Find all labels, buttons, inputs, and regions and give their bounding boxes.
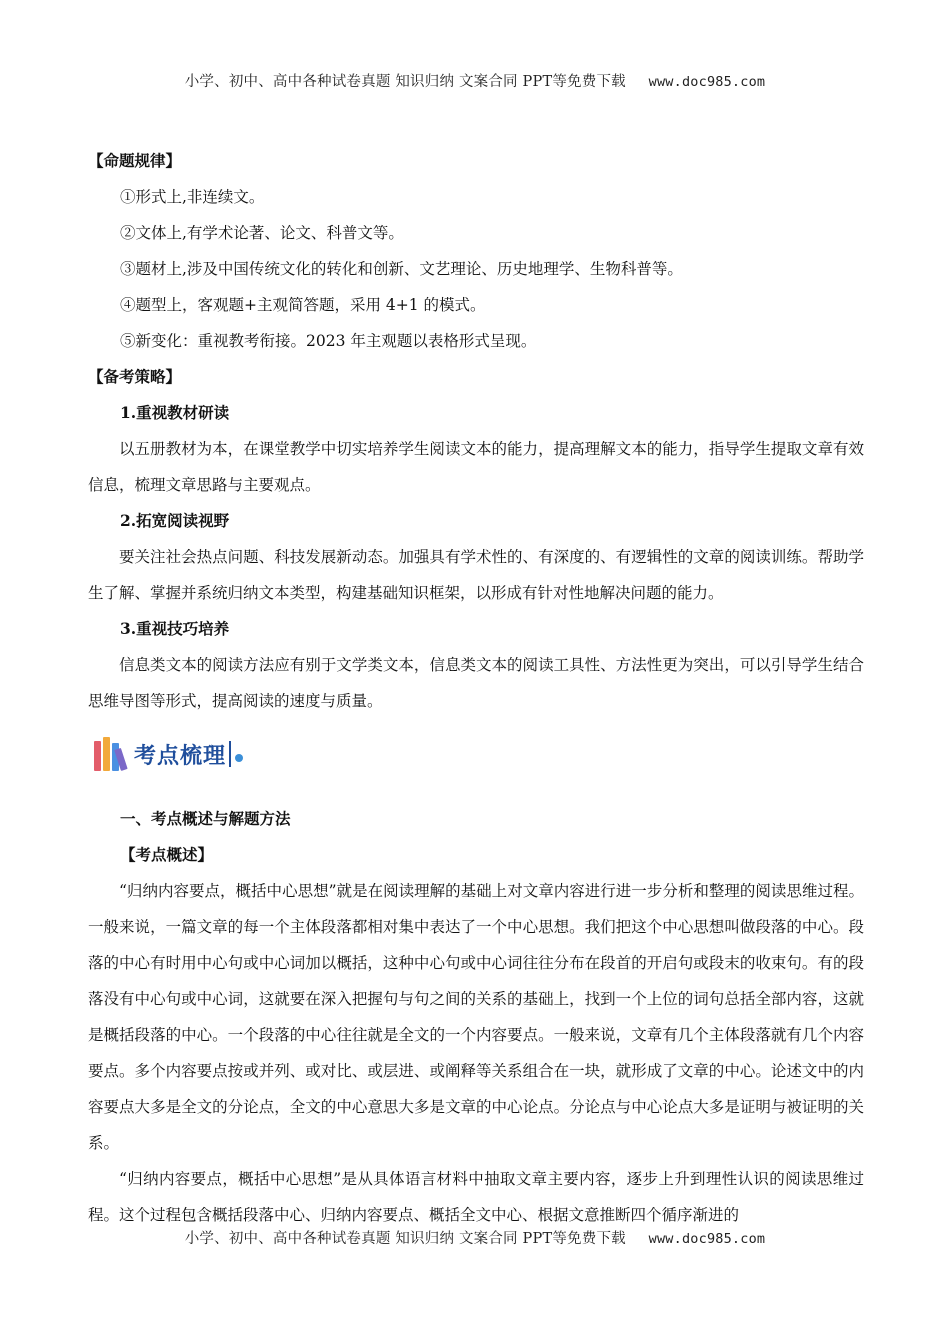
strategy-heading: 【备考策略】: [88, 367, 182, 386]
book-spine: [103, 737, 110, 771]
strategy-2-text: 要关注社会热点问题、科技发展新动态。加强具有学术性的、有深度的、有逻辑性的文章的阅读训练。帮助学生了解、掌握并系统归纳文本类型，构建基础知识框架，以形成有针对性地解决问题的能力。: [88, 548, 864, 602]
banner-title: 考点梳理: [134, 743, 227, 769]
page-footer: [0, 1227, 950, 1248]
header-site-link[interactable]: www.doc985.com: [648, 74, 766, 90]
title-bar-decoration: [229, 741, 231, 767]
overview-paragraph-2: “归纳内容要点，概括中心思想”是从具体语言材料中抽取文章主要内容，逐步上升到理性认识的阅读思维过程。这个过程包含概括段落中心、归纳内容要点、概括全文中心、根据文意推断四个循序渐进的: [88, 1170, 864, 1224]
strategy-3-title: 3.重视技巧培养: [120, 619, 230, 638]
strategy-1-text: 以五册教材为本，在课堂教学中切实培养学生阅读文本的能力，提高理解文本的能力，指导学生提取文章有效信息，梳理文章思路与主要观点。: [88, 440, 864, 494]
document-body: [88, 143, 864, 1233]
footer-text: 小学、初中、高中各种试卷真题 知识归纳 文案合同 PPT等免费下载: [184, 1231, 626, 1247]
book-spine: [94, 741, 101, 771]
strategy-1-title: 1.重视教材研读: [120, 403, 230, 422]
rules-item-5: ⑤新变化：重视教考衔接。2023 年主观题以表格形式呈现。: [120, 332, 537, 350]
section-title: 一、考点概述与解题方法: [120, 809, 291, 828]
header-text: 小学、初中、高中各种试卷真题 知识归纳 文案合同 PPT等免费下载: [184, 74, 626, 90]
strategy-2-title: 2.拓宽阅读视野: [120, 511, 230, 530]
footer-site-link[interactable]: www.doc985.com: [648, 1231, 766, 1247]
overview-paragraph-1: “归纳内容要点，概括中心思想”就是在阅读理解的基础上对文章内容进行进一步分析和整理的阅读思维过程。一般来说，一篇文章的每一个主体段落都相对集中表达了一个中心思想。我们把这个中心思想叫做段落的中心。段落的中心有时用中心句或中心词加以概括，这种中心句或中心词往往分布在段首的开启句或段末的收束句。有的段落没有中心句或中心词，这就要在深入把握句与句之间的关系的基础上，找到一个上位的词句总括全部内容，这就是概括段落的中心。一个段落的中心往往就是全文的一个内容要点。一般来说，文章有几个主体段落就有几个内容要点。多个内容要点按或并列、或对比、或层进、或阐释等关系组合在一块，就形成了文章的中心。论述文中的内容要点大多是全文的分论点，全文的中心意思大多是文章的中心论点。分论点与中心论点大多是证明与被证明的关系。: [88, 882, 864, 1152]
overview-heading: 【考点概述】: [120, 845, 214, 864]
rules-item-1: ①形式上,非连续文。: [120, 188, 265, 206]
books-icon: [94, 737, 130, 771]
page-header: [0, 70, 950, 91]
section-banner: [94, 731, 864, 777]
rules-item-4: ④题型上，客观题+主观简答题，采用 4+1 的模式。: [120, 296, 486, 314]
strategy-3-text: 信息类文本的阅读方法应有别于文学类文本，信息类文本的阅读工具性、方法性更为突出，可以引导学生结合思维导图等形式，提高阅读的速度与质量。: [88, 656, 864, 710]
rules-heading: 【命题规律】: [88, 151, 182, 170]
dot-decoration: [235, 754, 243, 762]
rules-item-2: ②文体上,有学术论著、论文、科普文等。: [120, 224, 404, 242]
rules-item-3: ③题材上,涉及中国传统文化的转化和创新、文艺理论、历史地理学、生物科普等。: [120, 260, 683, 278]
